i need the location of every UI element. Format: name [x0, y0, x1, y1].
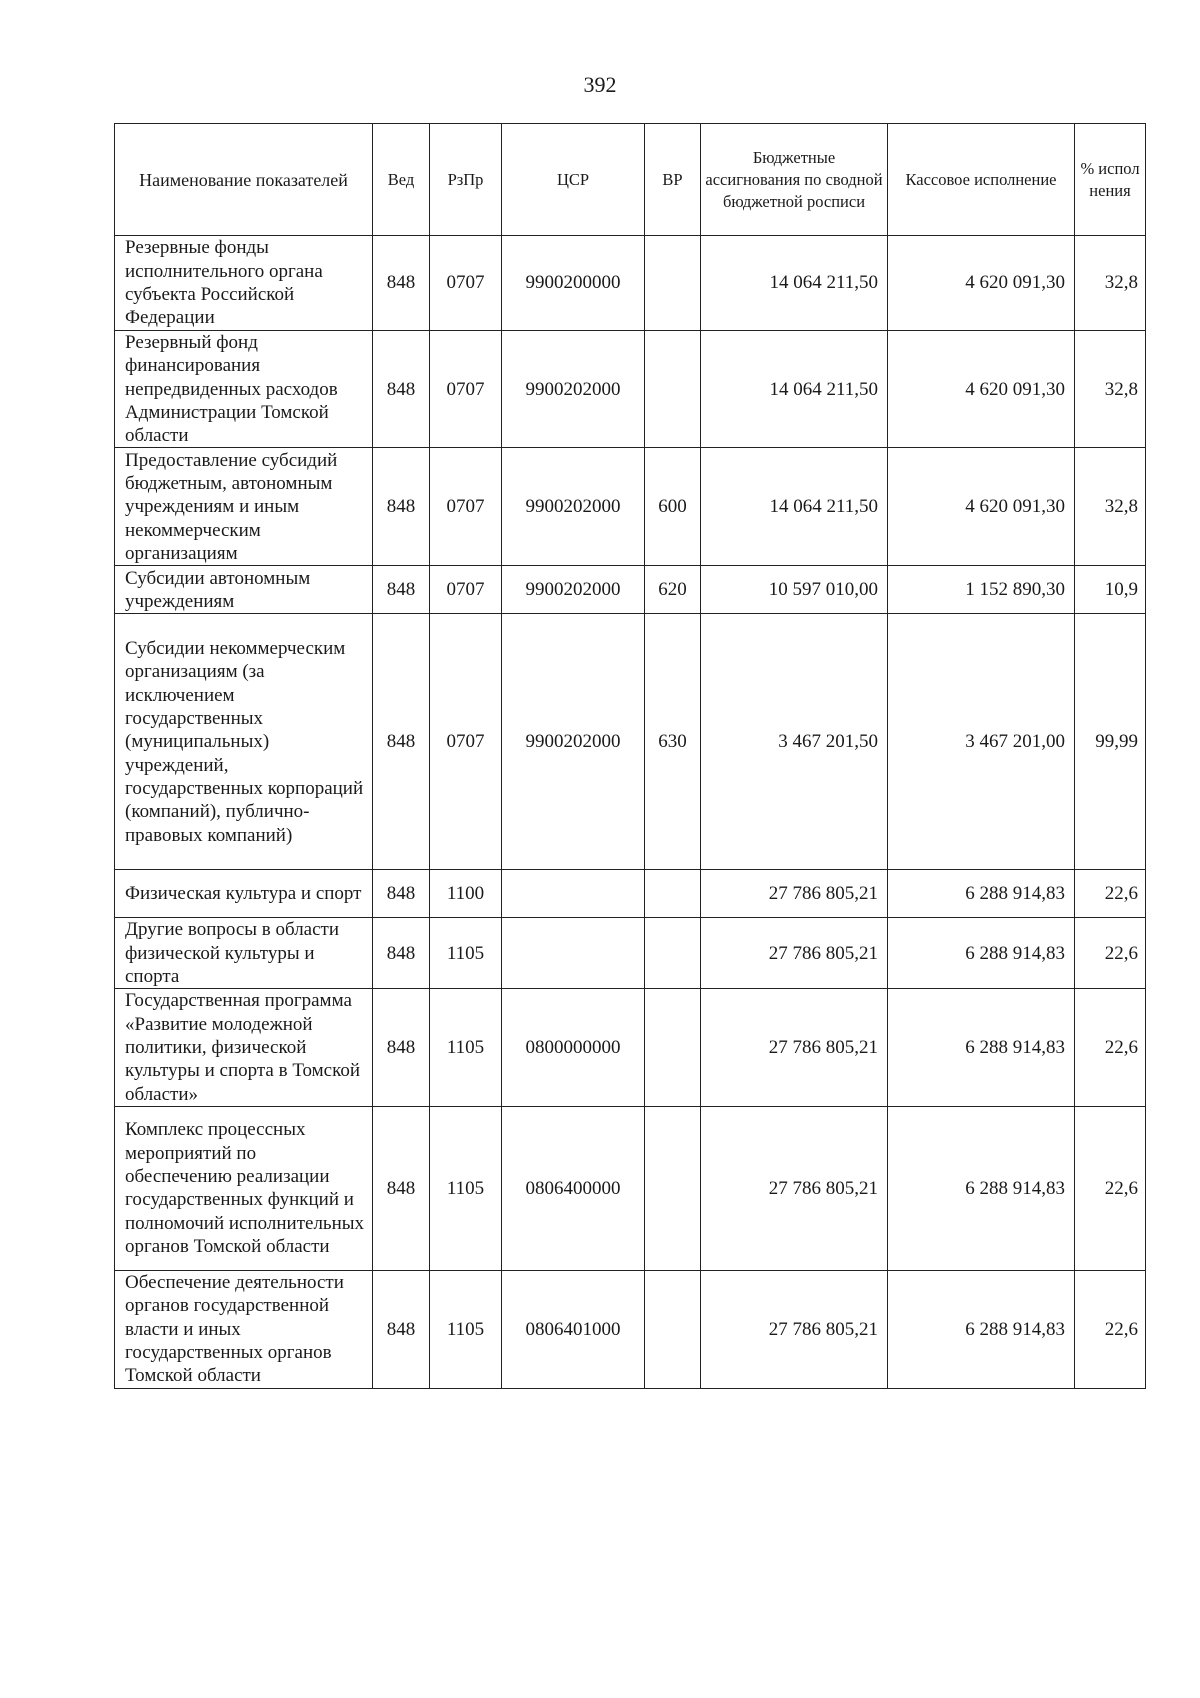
row-cash: 1 152 890,30 — [888, 566, 1075, 614]
table-row — [115, 1106, 1146, 1270]
row-cash: 6 288 914,83 — [888, 918, 1075, 989]
row-pct: 22,6 — [1075, 918, 1146, 989]
table-row — [115, 236, 1146, 331]
row-vr: 630 — [645, 614, 701, 870]
row-vr — [645, 918, 701, 989]
row-cash: 4 620 091,30 — [888, 236, 1075, 331]
row-cash: 6 288 914,83 — [888, 1270, 1075, 1388]
row-budget: 27 786 805,21 — [701, 918, 888, 989]
row-csr: 9900202000 — [502, 566, 645, 614]
table-row — [115, 989, 1146, 1106]
row-vr — [645, 236, 701, 331]
header-name: Наименование показателей — [115, 124, 373, 236]
row-csr: 9900200000 — [502, 236, 645, 331]
budget-execution-table — [114, 123, 1146, 1389]
row-vr — [645, 989, 701, 1106]
row-name: Субсидии некоммерческим организациям (за исключением государственных (муниципальных) учреждений, государственных корпораций (компаний), публично-правовых компаний) — [115, 614, 373, 870]
row-ved: 848 — [373, 870, 430, 918]
row-name: Резервный фонд финансирования непредвиденных расходов Администрации Томской области — [115, 331, 373, 448]
table-row — [115, 331, 1146, 448]
row-csr: 0800000000 — [502, 989, 645, 1106]
row-budget: 14 064 211,50 — [701, 236, 888, 331]
row-ved: 848 — [373, 614, 430, 870]
header-budget: Бюджетные ассигнования по сводной бюджетной росписи — [701, 124, 888, 236]
row-budget: 27 786 805,21 — [701, 870, 888, 918]
table-row — [115, 566, 1146, 614]
row-pct: 22,6 — [1075, 870, 1146, 918]
row-vr — [645, 331, 701, 448]
row-cash: 4 620 091,30 — [888, 448, 1075, 566]
row-rzpr: 1105 — [430, 918, 502, 989]
row-rzpr: 1105 — [430, 1270, 502, 1388]
row-rzpr: 0707 — [430, 236, 502, 331]
row-ved: 848 — [373, 236, 430, 331]
table-row — [115, 448, 1146, 566]
row-pct: 32,8 — [1075, 236, 1146, 331]
row-pct: 32,8 — [1075, 448, 1146, 566]
row-csr: 9900202000 — [502, 614, 645, 870]
row-budget: 27 786 805,21 — [701, 989, 888, 1106]
row-ved: 848 — [373, 918, 430, 989]
row-budget: 3 467 201,50 — [701, 614, 888, 870]
row-rzpr: 1105 — [430, 989, 502, 1106]
row-cash: 3 467 201,00 — [888, 614, 1075, 870]
row-pct: 22,6 — [1075, 1106, 1146, 1270]
row-vr: 600 — [645, 448, 701, 566]
row-vr — [645, 870, 701, 918]
row-ved: 848 — [373, 989, 430, 1106]
header-ved: Вед — [373, 124, 430, 236]
row-ved: 848 — [373, 1270, 430, 1388]
row-vr — [645, 1106, 701, 1270]
row-name: Государственная программа «Развитие молодежной политики, физической культуры и спорта в Томской области» — [115, 989, 373, 1106]
row-rzpr: 0707 — [430, 331, 502, 448]
row-pct: 22,6 — [1075, 1270, 1146, 1388]
row-pct: 32,8 — [1075, 331, 1146, 448]
header-rzpr: РзПр — [430, 124, 502, 236]
row-name: Резервные фонды исполнительного органа субъекта Российской Федерации — [115, 236, 373, 331]
row-csr — [502, 870, 645, 918]
row-csr — [502, 918, 645, 989]
row-rzpr: 1105 — [430, 1106, 502, 1270]
row-ved: 848 — [373, 331, 430, 448]
page-number: 392 — [583, 72, 617, 97]
row-budget: 14 064 211,50 — [701, 448, 888, 566]
row-budget: 27 786 805,21 — [701, 1106, 888, 1270]
row-budget: 27 786 805,21 — [701, 1270, 888, 1388]
row-rzpr: 0707 — [430, 566, 502, 614]
row-ved: 848 — [373, 448, 430, 566]
row-name: Другие вопросы в области физической культуры и спорта — [115, 918, 373, 989]
row-csr: 0806401000 — [502, 1270, 645, 1388]
row-pct: 10,9 — [1075, 566, 1146, 614]
row-cash: 6 288 914,83 — [888, 989, 1075, 1106]
header-vr: ВР — [645, 124, 701, 236]
table-header-row — [115, 124, 1146, 236]
row-csr: 9900202000 — [502, 448, 645, 566]
row-vr: 620 — [645, 566, 701, 614]
row-budget: 10 597 010,00 — [701, 566, 888, 614]
table-row — [115, 614, 1146, 870]
header-pct: % испол нения — [1075, 124, 1146, 236]
row-csr: 0806400000 — [502, 1106, 645, 1270]
row-rzpr: 0707 — [430, 614, 502, 870]
row-pct: 99,99 — [1075, 614, 1146, 870]
row-cash: 6 288 914,83 — [888, 870, 1075, 918]
row-vr — [645, 1270, 701, 1388]
header-csr: ЦСР — [502, 124, 645, 236]
row-name: Предоставление субсидий бюджетным, автономным учреждениям и иным некоммерческим организациям — [115, 448, 373, 566]
row-cash: 4 620 091,30 — [888, 331, 1075, 448]
row-rzpr: 1100 — [430, 870, 502, 918]
row-budget: 14 064 211,50 — [701, 331, 888, 448]
table-row — [115, 918, 1146, 989]
table-row — [115, 1270, 1146, 1388]
table-row — [115, 870, 1146, 918]
row-csr: 9900202000 — [502, 331, 645, 448]
row-name: Физическая культура и спорт — [115, 870, 373, 918]
row-rzpr: 0707 — [430, 448, 502, 566]
row-name: Обеспечение деятельности органов государственной власти и иных государственных органов Томской области — [115, 1270, 373, 1388]
header-cash: Кассовое исполнение — [888, 124, 1075, 236]
row-name: Субсидии автономным учреждениям — [115, 566, 373, 614]
row-pct: 22,6 — [1075, 989, 1146, 1106]
row-cash: 6 288 914,83 — [888, 1106, 1075, 1270]
row-ved: 848 — [373, 1106, 430, 1270]
row-name: Комплекс процессных мероприятий по обеспечению реализации государственных функций и полномочий исполнительных органов Томской области — [115, 1106, 373, 1270]
row-ved: 848 — [373, 566, 430, 614]
